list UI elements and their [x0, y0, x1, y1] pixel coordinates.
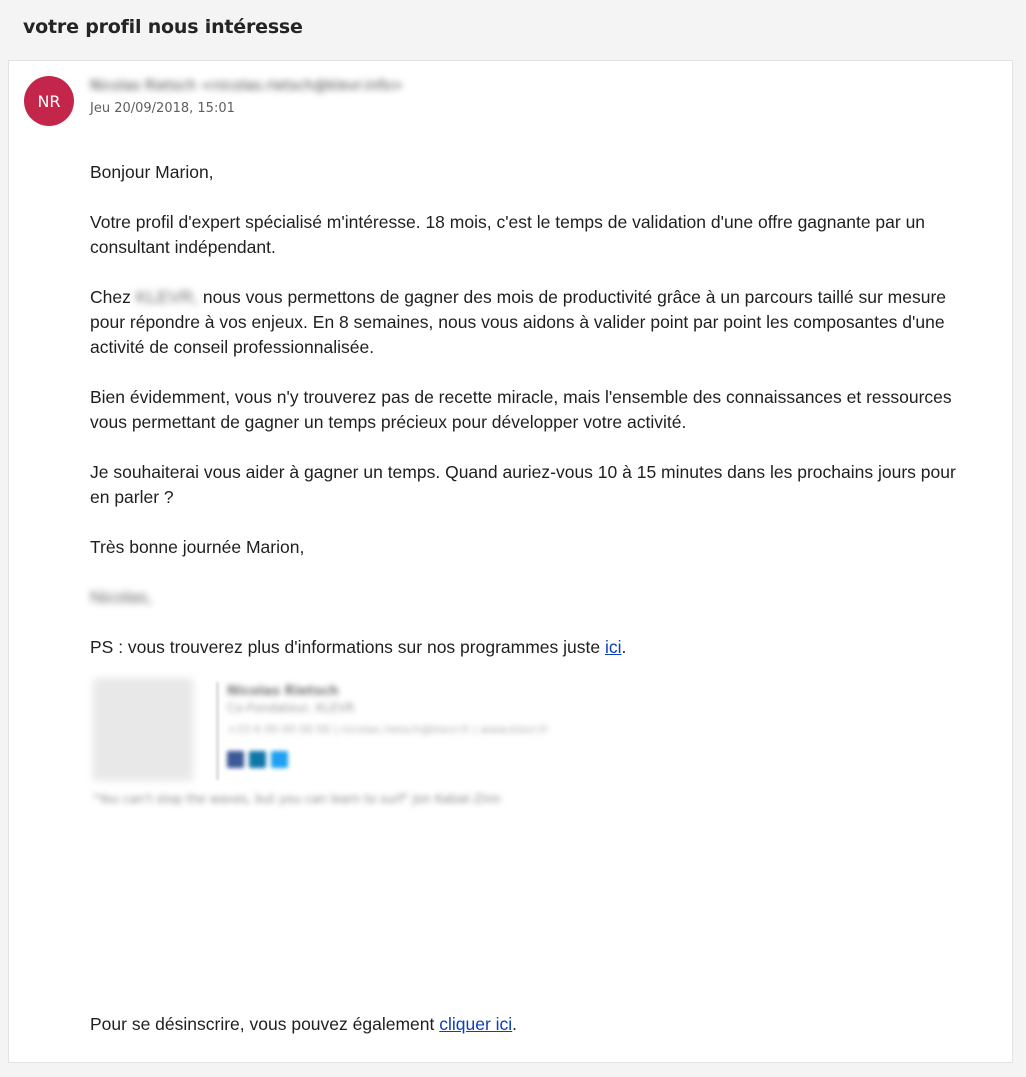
unsubscribe-link[interactable]: cliquer ici [439, 1014, 513, 1034]
signature-role: Co-Fondateur, KLEVR [227, 701, 355, 715]
unsubscribe-line: Pour se désinscrire, vous pouvez également cliquer ici. [90, 1014, 518, 1034]
signature-social-links [227, 751, 288, 768]
email-subject: votre profil nous intéresse [23, 16, 303, 38]
message-body [90, 160, 980, 685]
message-card [8, 60, 1013, 1063]
greeting: Bonjour Marion, [90, 162, 214, 182]
sender-name[interactable]: Nicolas Rietsch <nicolas.rietsch@klevr.info> [90, 78, 404, 94]
signature-name: Nicolas Rietsch [227, 684, 339, 699]
closing: Très bonne journée Marion, [90, 537, 305, 557]
paragraph-2: Chez KLEVR, nous vous permettons de gagner des mois de productivité grâce à un parcours taillé sur mesure pour répondre à vos enjeux. En 8 semaines, nous vous aidons à valider point par point les composantes d'une activité de conseil professionnalisée. [90, 287, 947, 357]
email-signature [93, 678, 693, 818]
twitter-icon[interactable] [271, 751, 288, 768]
ps-line: PS : vous trouverez plus d'informations sur nos programmes juste ici. [90, 637, 627, 657]
paragraph-3: Bien évidemment, vous n'y trouverez pas de recette miracle, mais l'ensemble des connaissances et ressources vous permettant de gagner un temps précieux pour développer votre activité. [90, 387, 952, 432]
paragraph-4: Je souhaiterai vous aider à gagner un temps. Quand auriez-vous 10 à 15 minutes dans les prochains jours pour en parler ? [90, 462, 956, 507]
company-name: KLEVR, [135, 287, 198, 307]
ps-link[interactable]: ici [604, 637, 622, 657]
message-date: Jeu 20/09/2018, 15:01 [90, 101, 235, 116]
signature-contact[interactable]: +33 6 00 00 00 00 | nicolas.rietsch@klevr.fr | www.klevr.fr [227, 723, 549, 736]
signature-photo [93, 678, 193, 781]
linkedin-icon[interactable] [249, 751, 266, 768]
signature-quote: "You can't stop the waves, but you can learn to surf" Jon Kabat-Zinn [93, 792, 501, 806]
facebook-icon[interactable] [227, 751, 244, 768]
sender-avatar[interactable]: NR [24, 76, 74, 126]
signature-divider [216, 682, 219, 780]
signoff: Nicolas, [90, 587, 153, 607]
paragraph-1: Votre profil d'expert spécialisé m'intéresse. 18 mois, c'est le temps de validation d'une offre gagnante par un consultant indépendant. [90, 212, 926, 257]
